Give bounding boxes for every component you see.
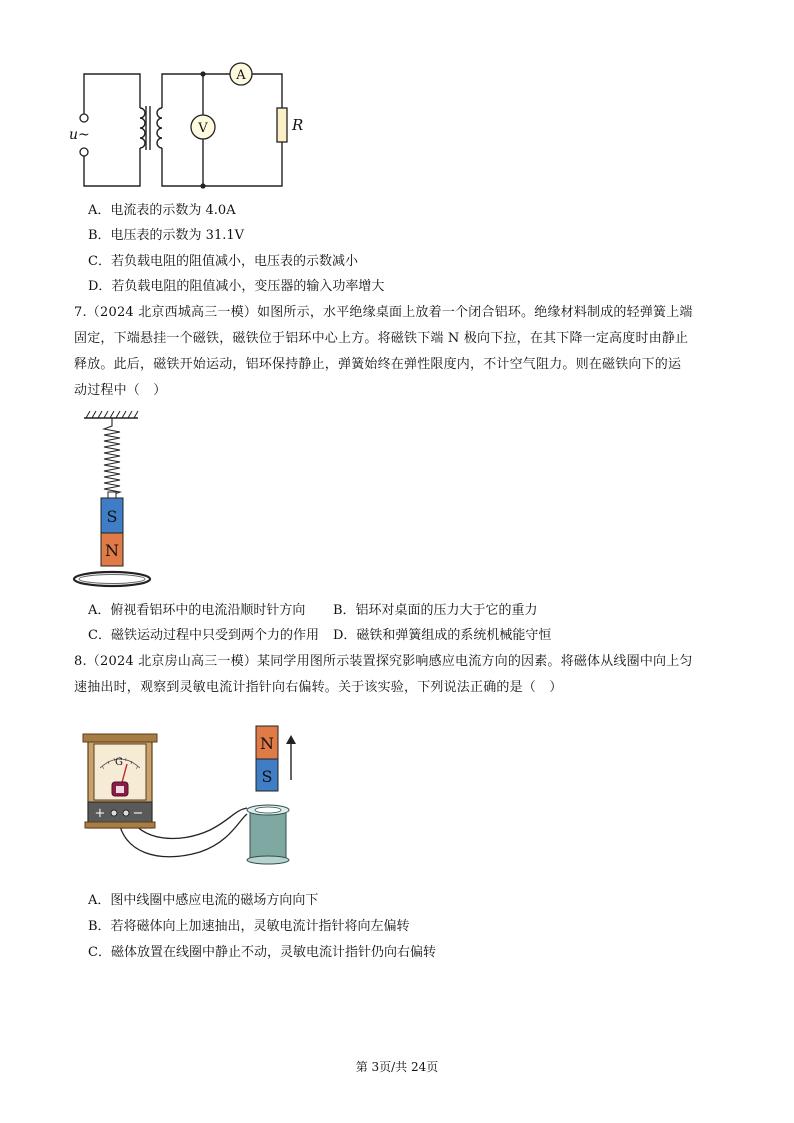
q7-stem bbox=[74, 300, 714, 404]
terminal-minus: − bbox=[132, 806, 144, 821]
q8-line: 速抽出时，观察到灵敏电流计指针向右偏转。关于该实验，下列说法正确的是（ ） bbox=[74, 680, 563, 695]
q6-option-c: C．若负载电阻的阻值减小，电压表的示数减小 bbox=[88, 254, 358, 269]
q7-line: 固定，下端悬挂一个磁铁，磁铁位于铝环中心上方。将磁铁下端 N 极向下拉，在其下降一定高度时由静止 bbox=[74, 331, 689, 346]
q7-option-d: D．磁铁和弹簧组成的系统机械能守恒 bbox=[333, 628, 552, 643]
q7-line: 动过程中（ ） bbox=[74, 383, 167, 398]
q7-line: 7.（2024 北京西城高三一模）如图所示，水平绝缘桌面上放着一个闭合铝环。绝缘材料制成的轻弹簧上端 bbox=[74, 305, 693, 320]
galvanometer-coil-figure bbox=[80, 724, 320, 874]
q6-option-b: B．电压表的示数为 31.1V bbox=[88, 228, 245, 243]
q8-option-c: C．磁体放置在线圈中静止不动，灵敏电流计指针仍向右偏转 bbox=[88, 945, 436, 960]
q7-magnet-n-label: N bbox=[105, 541, 119, 560]
q6-option-a: A．电流表的示数为 4.0A bbox=[88, 203, 236, 218]
q8-magnet-s-label: S bbox=[261, 767, 273, 786]
source-label: u~ bbox=[69, 127, 90, 143]
q6-option-d: D．若负载电阻的阻值减小，变压器的输入功率增大 bbox=[88, 279, 385, 294]
spring-magnet-figure bbox=[68, 408, 168, 592]
terminal-plus: + bbox=[94, 806, 106, 821]
ammeter-label: A bbox=[236, 68, 246, 83]
resistor-label: R bbox=[292, 116, 304, 134]
q7-option-c: C．磁铁运动过程中只受到两个力的作用 bbox=[88, 628, 319, 643]
transformer-circuit-figure bbox=[60, 58, 310, 198]
q8-line: 8.（2024 北京房山高三一模）某同学用图所示装置探究影响感应电流方向的因素。将磁体从线圈中向上匀 bbox=[74, 654, 693, 669]
q7-option-a: A．俯视看铝环中的电流沿顺时针方向 bbox=[88, 603, 306, 618]
q7-option-b: B．铝环对桌面的压力大于它的重力 bbox=[333, 603, 538, 618]
page-footer: 第 3页/共 24页 bbox=[355, 1060, 439, 1074]
voltmeter-label: V bbox=[198, 121, 208, 136]
q7-line: 释放。此后，磁铁开始运动，铝环保持静止，弹簧始终在弹性限度内，不计空气阻力。则在磁铁向下的运 bbox=[74, 357, 682, 372]
q8-magnet-n-label: N bbox=[260, 734, 274, 753]
q8-option-b: B．若将磁体向上加速抽出，灵敏电流计指针将向左偏转 bbox=[88, 919, 410, 934]
galvanometer-label: G bbox=[115, 757, 123, 768]
q8-stem bbox=[74, 649, 714, 701]
q7-magnet-s-label: S bbox=[106, 507, 118, 526]
q8-option-a: A．图中线圈中感应电流的磁场方向向下 bbox=[88, 893, 319, 908]
